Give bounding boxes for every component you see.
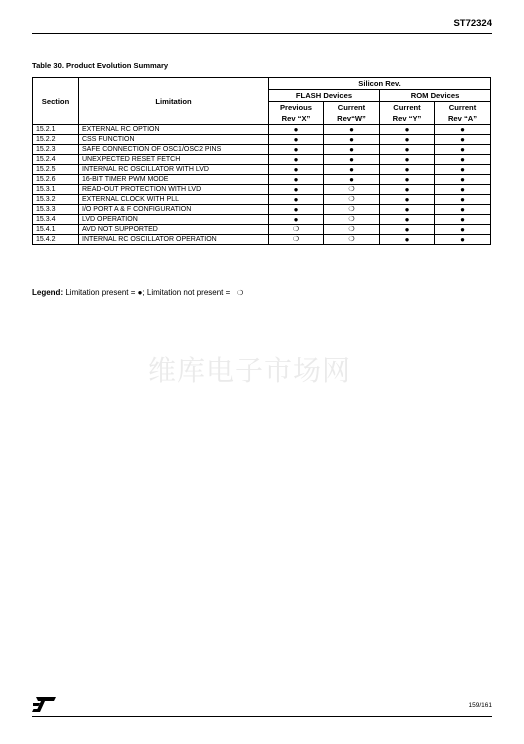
limitation-cell: LVD OPERATION <box>79 215 269 225</box>
limitation-not-present-marker: ❍ <box>269 235 324 245</box>
footer-divider <box>32 716 492 717</box>
table-row <box>33 195 491 205</box>
limitation-cell: EXTERNAL RC OPTION <box>79 125 269 135</box>
limitation-cell: 16-BIT TIMER PWM MODE <box>79 175 269 185</box>
limitation-present-marker: ● <box>324 165 380 175</box>
limitation-present-marker: ● <box>269 125 324 135</box>
limitation-present-marker: ● <box>324 135 380 145</box>
legend-not-present-symbol: ❍ <box>236 290 244 297</box>
section-cell: 15.3.2 <box>33 195 79 205</box>
limitation-not-present-marker: ❍ <box>324 195 380 205</box>
table-row <box>33 125 491 135</box>
rev-a-header <box>435 102 491 125</box>
limitation-present-marker: ● <box>380 215 435 225</box>
limitation-present-marker: ● <box>435 195 491 205</box>
limitation-present-marker: ● <box>269 215 324 225</box>
limitation-present-marker: ● <box>269 135 324 145</box>
limitation-present-marker: ● <box>269 205 324 215</box>
limitation-cell: UNEXPECTED RESET FETCH <box>79 155 269 165</box>
limitation-present-marker: ● <box>269 165 324 175</box>
rev-a-line1: Current <box>448 103 477 112</box>
rev-w-line1: Current <box>337 103 366 112</box>
section-header: Section <box>33 78 79 125</box>
table-caption: Table 30. Product Evolution Summary <box>32 61 169 70</box>
limitation-present-marker: ● <box>380 165 435 175</box>
limitation-present-marker: ● <box>435 125 491 135</box>
limitation-present-marker: ● <box>269 145 324 155</box>
section-cell: 15.2.2 <box>33 135 79 145</box>
limitation-present-marker: ● <box>380 185 435 195</box>
table-row <box>33 145 491 155</box>
rev-a-line2: Rev “A” <box>447 114 478 123</box>
limitation-present-marker: ● <box>380 145 435 155</box>
limitation-present-marker: ● <box>435 135 491 145</box>
limitation-header: Limitation <box>79 78 269 125</box>
rev-x-line2: Rev “X” <box>281 114 311 123</box>
st-logo-icon <box>32 697 56 712</box>
rev-w-header <box>324 102 380 125</box>
limitation-present-marker: ● <box>269 175 324 185</box>
limitation-present-marker: ● <box>435 145 491 155</box>
limitation-not-present-marker: ❍ <box>269 225 324 235</box>
rev-x-header <box>269 102 324 125</box>
rom-devices-header: ROM Devices <box>380 90 491 102</box>
legend <box>32 288 243 297</box>
page-number: 159/161 <box>468 702 492 709</box>
section-cell: 15.2.1 <box>33 125 79 135</box>
limitation-present-marker: ● <box>380 125 435 135</box>
limitation-not-present-marker: ❍ <box>324 205 380 215</box>
legend-not-present-text: Limitation not present = <box>146 288 233 297</box>
limitation-present-marker: ● <box>435 235 491 245</box>
table-row <box>33 135 491 145</box>
limitation-cell: INTERNAL RC OSCILLATOR OPERATION <box>79 235 269 245</box>
limitation-present-marker: ● <box>435 175 491 185</box>
limitation-present-marker: ● <box>380 135 435 145</box>
rev-y-line2: Rev “Y” <box>392 114 422 123</box>
legend-label: Legend: <box>32 288 64 297</box>
section-cell: 15.2.5 <box>33 165 79 175</box>
limitation-present-marker: ● <box>435 215 491 225</box>
limitation-cell: READ-OUT PROTECTION WITH LVD <box>79 185 269 195</box>
table-body <box>33 125 491 245</box>
watermark: 维库电子市场网 <box>148 354 352 387</box>
limitation-cell: I/O PORT A & F CONFIGURATION <box>79 205 269 215</box>
section-cell: 15.2.6 <box>33 175 79 185</box>
table-row <box>33 235 491 245</box>
limitation-present-marker: ● <box>380 205 435 215</box>
legend-separator: ; <box>142 288 147 297</box>
table-row <box>33 175 491 185</box>
limitation-present-marker: ● <box>324 175 380 185</box>
limitation-present-marker: ● <box>380 225 435 235</box>
limitation-present-marker: ● <box>435 205 491 215</box>
limitation-cell: AVD NOT SUPPORTED <box>79 225 269 235</box>
section-cell: 15.4.2 <box>33 235 79 245</box>
section-cell: 15.3.4 <box>33 215 79 225</box>
limitation-present-marker: ● <box>435 185 491 195</box>
limitation-present-marker: ● <box>269 195 324 205</box>
product-evolution-table <box>32 77 491 245</box>
limitation-not-present-marker: ❍ <box>324 185 380 195</box>
rev-x-line1: Previous <box>279 103 313 112</box>
section-cell: 15.4.1 <box>33 225 79 235</box>
limitation-present-marker: ● <box>380 235 435 245</box>
table-row <box>33 185 491 195</box>
limitation-present-marker: ● <box>324 155 380 165</box>
limitation-not-present-marker: ❍ <box>324 235 380 245</box>
limitation-not-present-marker: ❍ <box>324 225 380 235</box>
limitation-present-marker: ● <box>269 185 324 195</box>
limitation-cell: CSS FUNCTION <box>79 135 269 145</box>
limitation-present-marker: ● <box>435 165 491 175</box>
legend-present-text: Limitation present = <box>65 288 138 297</box>
section-cell: 15.3.1 <box>33 185 79 195</box>
table-row <box>33 205 491 215</box>
rev-y-line1: Current <box>393 103 421 112</box>
limitation-present-marker: ● <box>380 195 435 205</box>
limitation-present-marker: ● <box>435 225 491 235</box>
limitation-present-marker: ● <box>380 155 435 165</box>
table-row <box>33 225 491 235</box>
table-row <box>33 165 491 175</box>
limitation-present-marker: ● <box>324 145 380 155</box>
table-row <box>33 215 491 225</box>
limitation-present-marker: ● <box>380 175 435 185</box>
rev-w-line2: Rev“W” <box>337 114 366 123</box>
section-cell: 15.3.3 <box>33 205 79 215</box>
limitation-cell: SAFE CONNECTION OF OSC1/OSC2 PINS <box>79 145 269 155</box>
limitation-not-present-marker: ❍ <box>324 215 380 225</box>
section-cell: 15.2.4 <box>33 155 79 165</box>
legend-present-symbol: ● <box>137 288 143 297</box>
limitation-cell: INTERNAL RC OSCILLATOR WITH LVD <box>79 165 269 175</box>
header-divider <box>32 33 492 34</box>
silicon-rev-header: Silicon Rev. <box>269 78 491 90</box>
limitation-present-marker: ● <box>269 155 324 165</box>
limitation-present-marker: ● <box>324 125 380 135</box>
limitation-cell: EXTERNAL CLOCK WITH PLL <box>79 195 269 205</box>
section-cell: 15.2.3 <box>33 145 79 155</box>
rev-y-header <box>380 102 435 125</box>
flash-devices-header: FLASH Devices <box>269 90 380 102</box>
table-row <box>33 155 491 165</box>
limitation-present-marker: ● <box>435 155 491 165</box>
document-title: ST72324 <box>453 18 492 29</box>
